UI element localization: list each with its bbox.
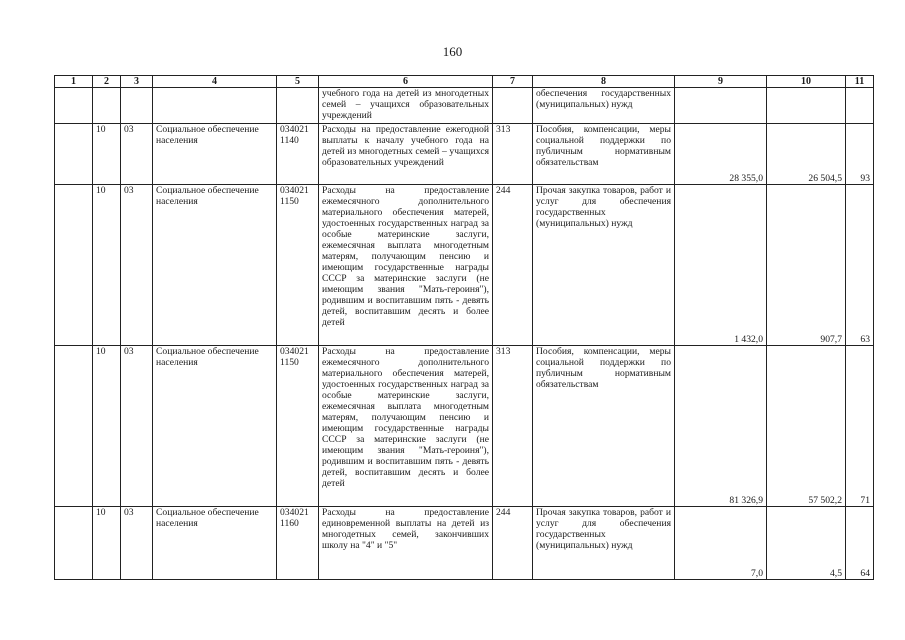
row-cell	[55, 124, 93, 185]
expense-description: Расходы на предоставление ежемесячного дополнительного материального обеспечения матерей, удостоенных государственных наград за особые материнские заслуги, ежемесячная выплата многодетным матерям, получающим пенсию и имеющим государственные награды СССР за материнские заслуги (не имеющим звания "Мать-героиня"), родившим и воспитавшим пять - девять детей, воспитавшим десять и более детей	[319, 185, 493, 346]
expense-description: Расходы на предоставление ежемесячного дополнительного материального обеспечения матерей, удостоенных государственных наград за особые материнские заслуги, ежемесячная выплата многодетным матерям, получающим пенсию и имеющим государственные награды СССР за материнские заслуги (не имеющим звания "Мать-героиня"), родившим и воспитавшим пять - девять детей, воспитавшим десять и более детей	[319, 346, 493, 507]
header-cell: 1	[55, 76, 93, 88]
expense-type-name: Пособия, компенсации, меры социальной поддержки по публичным нормативным обязательствам	[533, 346, 675, 507]
expense-type-code: 244	[493, 507, 533, 580]
header-cell: 8	[533, 76, 675, 88]
table-row	[55, 88, 874, 124]
header-cell: 7	[493, 76, 533, 88]
amount-executed: 26 504,5	[767, 124, 846, 185]
header-cell: 10	[767, 76, 846, 88]
expense-description: Расходы на предоставление ежегодной выплаты к началу учебного года на детей из многодетных семей – учащихся образовательных учреждений	[319, 124, 493, 185]
execution-percent: 71	[846, 346, 874, 507]
target-article: 034021 1150	[277, 185, 319, 346]
section-name: Социальное обеспечение населения	[153, 124, 277, 185]
row-cell	[55, 88, 93, 124]
expense-type-code: 244	[493, 185, 533, 346]
row-cell	[55, 507, 93, 580]
expense-type-name: Прочая закупка товаров, работ и услуг для обеспечения государственных (муниципальных) нужд	[533, 507, 675, 580]
header-row	[55, 76, 874, 88]
header-cell: 3	[121, 76, 153, 88]
amount-planned	[675, 88, 767, 124]
amount-planned: 7,0	[675, 507, 767, 580]
table-row	[55, 507, 874, 580]
section-name: Социальное обеспечение населения	[153, 185, 277, 346]
header-cell: 4	[153, 76, 277, 88]
subsection-code: 03	[121, 124, 153, 185]
subsection-code: 03	[121, 507, 153, 580]
target-article	[277, 88, 319, 124]
section-code	[93, 88, 121, 124]
row-cell	[55, 185, 93, 346]
section-name: Социальное обеспечение населения	[153, 507, 277, 580]
page-number: 160	[442, 44, 463, 59]
expense-type-code	[493, 88, 533, 124]
header-cell: 9	[675, 76, 767, 88]
amount-planned: 28 355,0	[675, 124, 767, 185]
amount-executed: 57 502,2	[767, 346, 846, 507]
header-cell: 11	[846, 76, 874, 88]
table-row	[55, 346, 874, 507]
execution-percent: 63	[846, 185, 874, 346]
target-article: 034021 1160	[277, 507, 319, 580]
header-cell: 6	[319, 76, 493, 88]
amount-executed	[767, 88, 846, 124]
expense-type-name: обеспечения государственных (муниципальных) нужд	[533, 88, 675, 124]
amount-executed: 907,7	[767, 185, 846, 346]
subsection-code: 03	[121, 185, 153, 346]
expense-type-code: 313	[493, 124, 533, 185]
subsection-code: 03	[121, 346, 153, 507]
header-cell: 2	[93, 76, 121, 88]
budget-table	[54, 75, 874, 580]
amount-executed: 4,5	[767, 507, 846, 580]
section-code: 10	[93, 346, 121, 507]
subsection-code	[121, 88, 153, 124]
execution-percent	[846, 88, 874, 124]
section-code: 10	[93, 124, 121, 185]
expense-type-name: Прочая закупка товаров, работ и услуг для обеспечения государственных (муниципальных) нужд	[533, 185, 675, 346]
section-name: Социальное обеспечение населения	[153, 346, 277, 507]
amount-planned: 1 432,0	[675, 185, 767, 346]
target-article: 034021 1150	[277, 346, 319, 507]
expense-description: учебного года на детей из многодетных семей – учащихся образовательных учреждений	[319, 88, 493, 124]
execution-percent: 93	[846, 124, 874, 185]
expense-type-name: Пособия, компенсации, меры социальной поддержки по публичным нормативным обязательствам	[533, 124, 675, 185]
section-code: 10	[93, 185, 121, 346]
section-code: 10	[93, 507, 121, 580]
row-cell	[55, 346, 93, 507]
expense-type-code: 313	[493, 346, 533, 507]
table-row	[55, 185, 874, 346]
execution-percent: 64	[846, 507, 874, 580]
header-cell: 5	[277, 76, 319, 88]
table-row	[55, 124, 874, 185]
target-article: 034021 1140	[277, 124, 319, 185]
section-name	[153, 88, 277, 124]
expense-description: Расходы на предоставление единовременной выплаты на детей из многодетных семей, закончивших школу на "4" и "5"	[319, 507, 493, 580]
amount-planned: 81 326,9	[675, 346, 767, 507]
